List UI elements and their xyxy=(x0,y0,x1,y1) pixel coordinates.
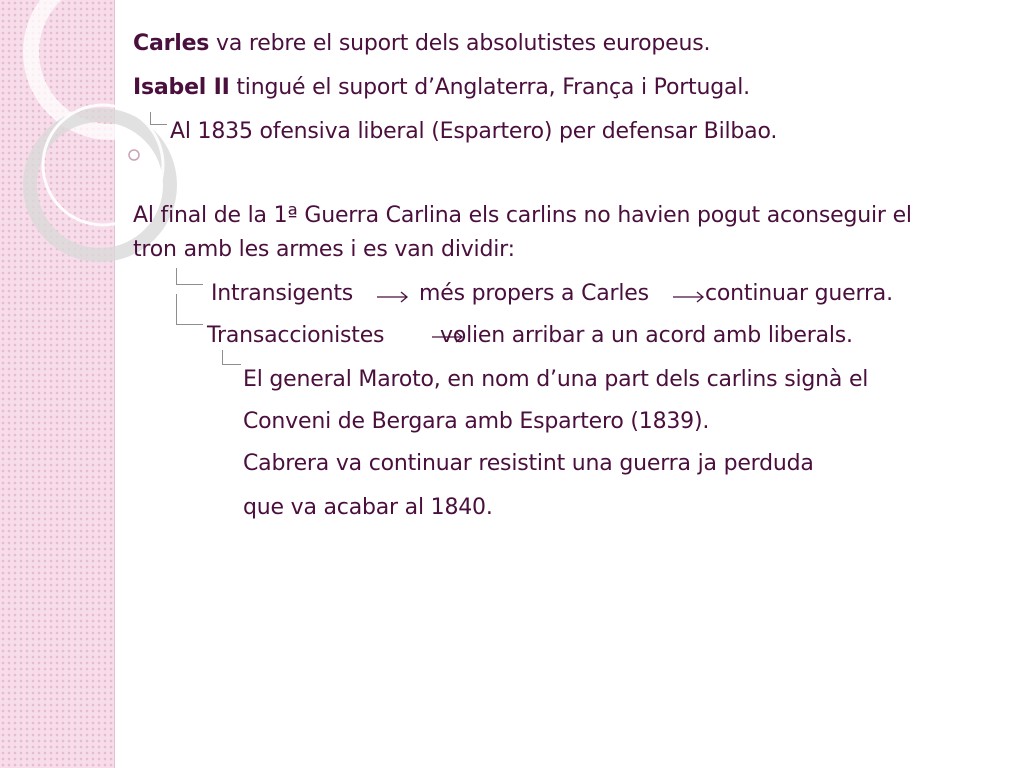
intransigents-mid: més propers a Carles xyxy=(419,281,649,306)
line-1835: Al 1835 ofensiva liberal (Espartero) per defensar Bilbao. xyxy=(170,119,778,144)
intransigents-label: Intransigents xyxy=(211,281,354,306)
isabel-rest: tingué el suport d’Anglaterra, França i Portugal. xyxy=(229,75,750,100)
connector-intransigents xyxy=(176,268,203,285)
connector-maroto xyxy=(222,350,241,365)
transaccionistes-label: Transaccionistes xyxy=(207,323,385,348)
connector-1835 xyxy=(150,112,167,125)
isabel-line xyxy=(133,74,750,102)
paragraph-line-1: Al final de la 1ª Guerra Carlina els carlins no havien pogut aconseguir el xyxy=(133,203,912,228)
maroto-line-1: El general Maroto, en nom d’una part dels carlins signà el xyxy=(243,367,869,392)
cabrera-line-1: Cabrera va continuar resistint una guerra ja perduda xyxy=(243,451,814,476)
maroto-line-2: Conveni de Bergara amb Espartero (1839). xyxy=(243,409,710,434)
carles-rest: va rebre el suport dels absolutistes europeus. xyxy=(209,31,711,56)
arrow-right-icon xyxy=(375,290,411,304)
carles-line xyxy=(133,30,710,58)
isabel-bold: Isabel II xyxy=(133,75,230,100)
cabrera-line-2: que va acabar al 1840. xyxy=(243,495,493,520)
paragraph-line-2: tron amb les armes i es van dividir: xyxy=(133,237,515,262)
transaccionistes-rest: volien arribar a un acord amb liberals. xyxy=(440,323,853,348)
arrow-right-icon xyxy=(671,290,707,304)
intransigents-end: continuar guerra. xyxy=(705,281,893,306)
carles-bold: Carles xyxy=(133,31,210,56)
connector-transaccionistes xyxy=(176,294,203,325)
